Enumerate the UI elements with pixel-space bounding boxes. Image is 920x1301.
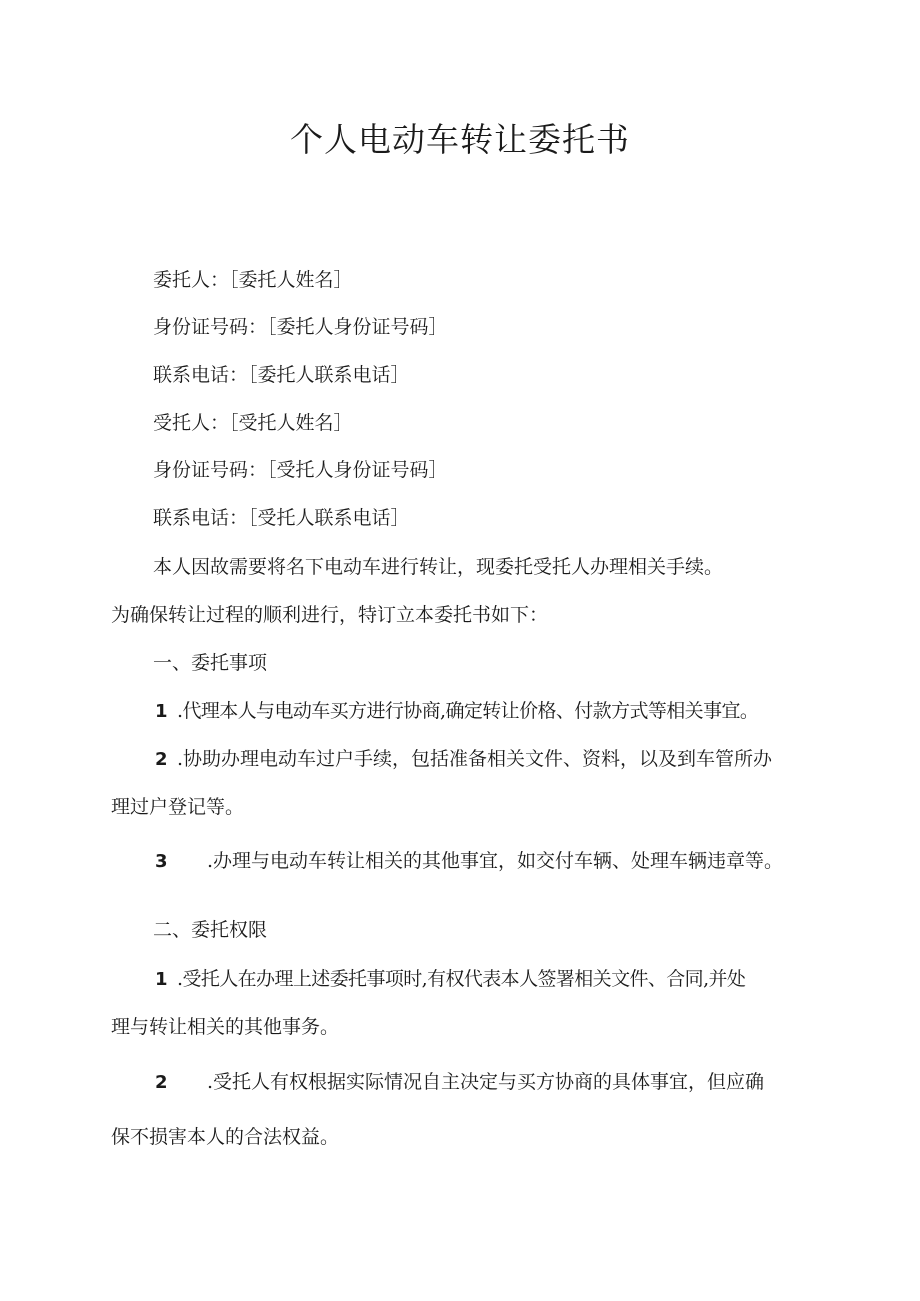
agent-name-line: 受托人：［受托人姓名］ [153,412,353,434]
item-text: .代理本人与电动车买方进行协商,确定转让价格、付款方式等相关事宜。 [177,700,759,722]
intro-paragraph-line1: 本人因故需要将名下电动车进行转让，现委托受托人办理相关手续。 [153,556,724,578]
agent-id-line: 身份证号码：［受托人身份证号码］ [153,459,448,481]
intro-paragraph-line2: 为确保转让过程的顺利进行，特订立本委托书如下： [111,604,549,626]
document-title: 个人电动车转让委托书 [290,120,630,159]
section1-heading: 一、委托事项 [153,652,268,674]
item-text: .受托人有权根据实际情况自主决定与买方协商的具体事宜，但应确 [207,1071,765,1093]
principal-phone-line: 联系电话：［委托人联系电话］ [153,364,410,386]
section2-item1-continuation: 理与转让相关的其他事务。 [111,1016,340,1038]
section2-item2-continuation: 保不损害本人的合法权益。 [111,1126,340,1148]
item-number: 3 [155,851,168,872]
item-number: 2 [155,749,168,770]
item-text: .协助办理电动车过户手续，包括准备相关文件、资料，以及到车管所办 [177,748,773,770]
principal-name-line: 委托人：［委托人姓名］ [153,269,353,291]
section2-item1 [155,965,745,994]
principal-id-line: 身份证号码：［委托人身份证号码］ [153,316,448,338]
item-text: .办理与电动车转让相关的其他事宜，如交付车辆、处理车辆违章等。 [207,850,784,872]
item-text: .受托人在办理上述委托事项时,有权代表本人签署相关文件、合同,并处 [177,968,746,990]
section2-item2 [155,1068,764,1097]
section1-item2-continuation: 理过户登记等。 [111,796,245,818]
section1-item1 [155,697,758,726]
section1-item2 [155,745,772,774]
item-number: 1 [155,701,167,722]
item-number: 1 [155,969,167,990]
section2-heading: 二、委托权限 [153,919,268,941]
item-number: 2 [155,1072,168,1093]
agent-phone-line: 联系电话：［受托人联系电话］ [153,507,410,529]
section1-item3 [155,847,783,876]
